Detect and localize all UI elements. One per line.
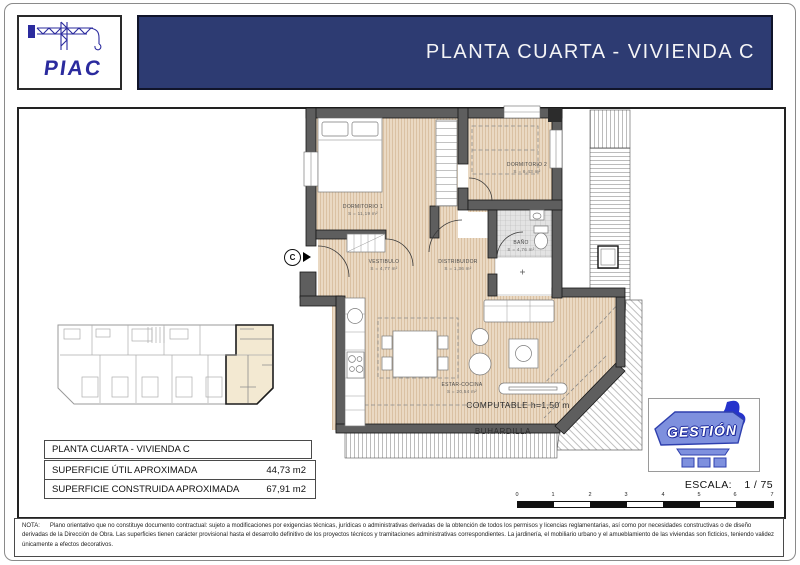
room-label-estar-cocina: ESTAR-COCINA S = 20,54 m² bbox=[441, 382, 483, 394]
computable-height-note: COMPUTABLE h=1,50 m bbox=[466, 400, 570, 410]
entrance-marker: C bbox=[284, 249, 301, 266]
room-label-bano: BAÑO S = 4,76 m² bbox=[507, 240, 535, 252]
room-label-distribuidor: DISTRIBUIDOR S = 1,36 m² bbox=[438, 259, 478, 271]
plan-labels-layer bbox=[290, 100, 660, 468]
crane-icon bbox=[19, 17, 116, 57]
note-label: NOTA: bbox=[22, 523, 40, 529]
scale-tick: 1 bbox=[551, 492, 555, 498]
sheet-title-bar bbox=[137, 15, 773, 90]
key-plan-drawing bbox=[30, 295, 290, 413]
scale-tick: 6 bbox=[733, 492, 737, 498]
room-label-dormitorio-2: DORMITORIO 2 S = 6,43 m² bbox=[506, 162, 548, 174]
gestion-logo-box bbox=[648, 398, 760, 472]
built-area-value: 67,91 m2 bbox=[266, 483, 306, 495]
info-table-title: PLANTA CUARTA - VIVIENDA C bbox=[52, 444, 190, 455]
entrance-arrow-icon bbox=[303, 252, 311, 262]
scale-bar bbox=[517, 501, 774, 508]
scale-tick: 0 bbox=[515, 492, 519, 498]
scale-tick: 7 bbox=[770, 492, 774, 498]
gestion-logo-text: GESTIÓN bbox=[666, 421, 738, 441]
info-table-title-row bbox=[44, 440, 312, 459]
room-label-vestibulo: VESTIBULO S = 4,77 m² bbox=[368, 259, 400, 271]
info-table-row-util: SUPERFICIE ÚTIL APROXIMADA 44,73 m2 bbox=[44, 460, 316, 480]
scale-tick: 3 bbox=[624, 492, 628, 498]
scale-tick: 5 bbox=[697, 492, 701, 498]
attic-note: BUHARDILLA bbox=[474, 427, 532, 436]
scale-value: 1 / 75 bbox=[744, 479, 773, 491]
disclaimer-note-box bbox=[14, 518, 784, 557]
piac-logo-box bbox=[17, 15, 122, 90]
sheet-title: PLANTA CUARTA - VIVIENDA C bbox=[425, 41, 755, 63]
piac-logo-text: PIAC bbox=[42, 57, 104, 80]
room-label-dormitorio-1: DORMITORIO 1 S = 11,19 m² bbox=[342, 204, 384, 216]
scale-label: ESCALA: bbox=[684, 479, 732, 491]
scale-tick: 2 bbox=[588, 492, 592, 498]
util-area-value: 44,73 m2 bbox=[266, 464, 306, 476]
note-text: Plano orientativo que no constituye documento contractual: sujeto a modificaciones por exigencias técnicas, jurídicas o administrativas derivadas de la obtención de todos los permisos y licencias reglamentarias, así como por necesidades constructivas o de diseño derivadas de la Dirección de Obra. Las superficies tienen carácter provisional hasta el desarrollo definitivo de los proyectos técnicos y tramitaciones administrativas correspondientes. La jardinería, el mobiliario urbano y el amueblamiento de las viviendas son ficticios, teniendo validez únicamente a efectos decorativos. bbox=[22, 523, 775, 548]
scale-tick: 4 bbox=[661, 492, 665, 498]
info-table-row-construida: SUPERFICIE CONSTRUIDA APROXIMADA 67,91 m2 bbox=[44, 479, 316, 499]
scale-caption bbox=[610, 479, 773, 492]
